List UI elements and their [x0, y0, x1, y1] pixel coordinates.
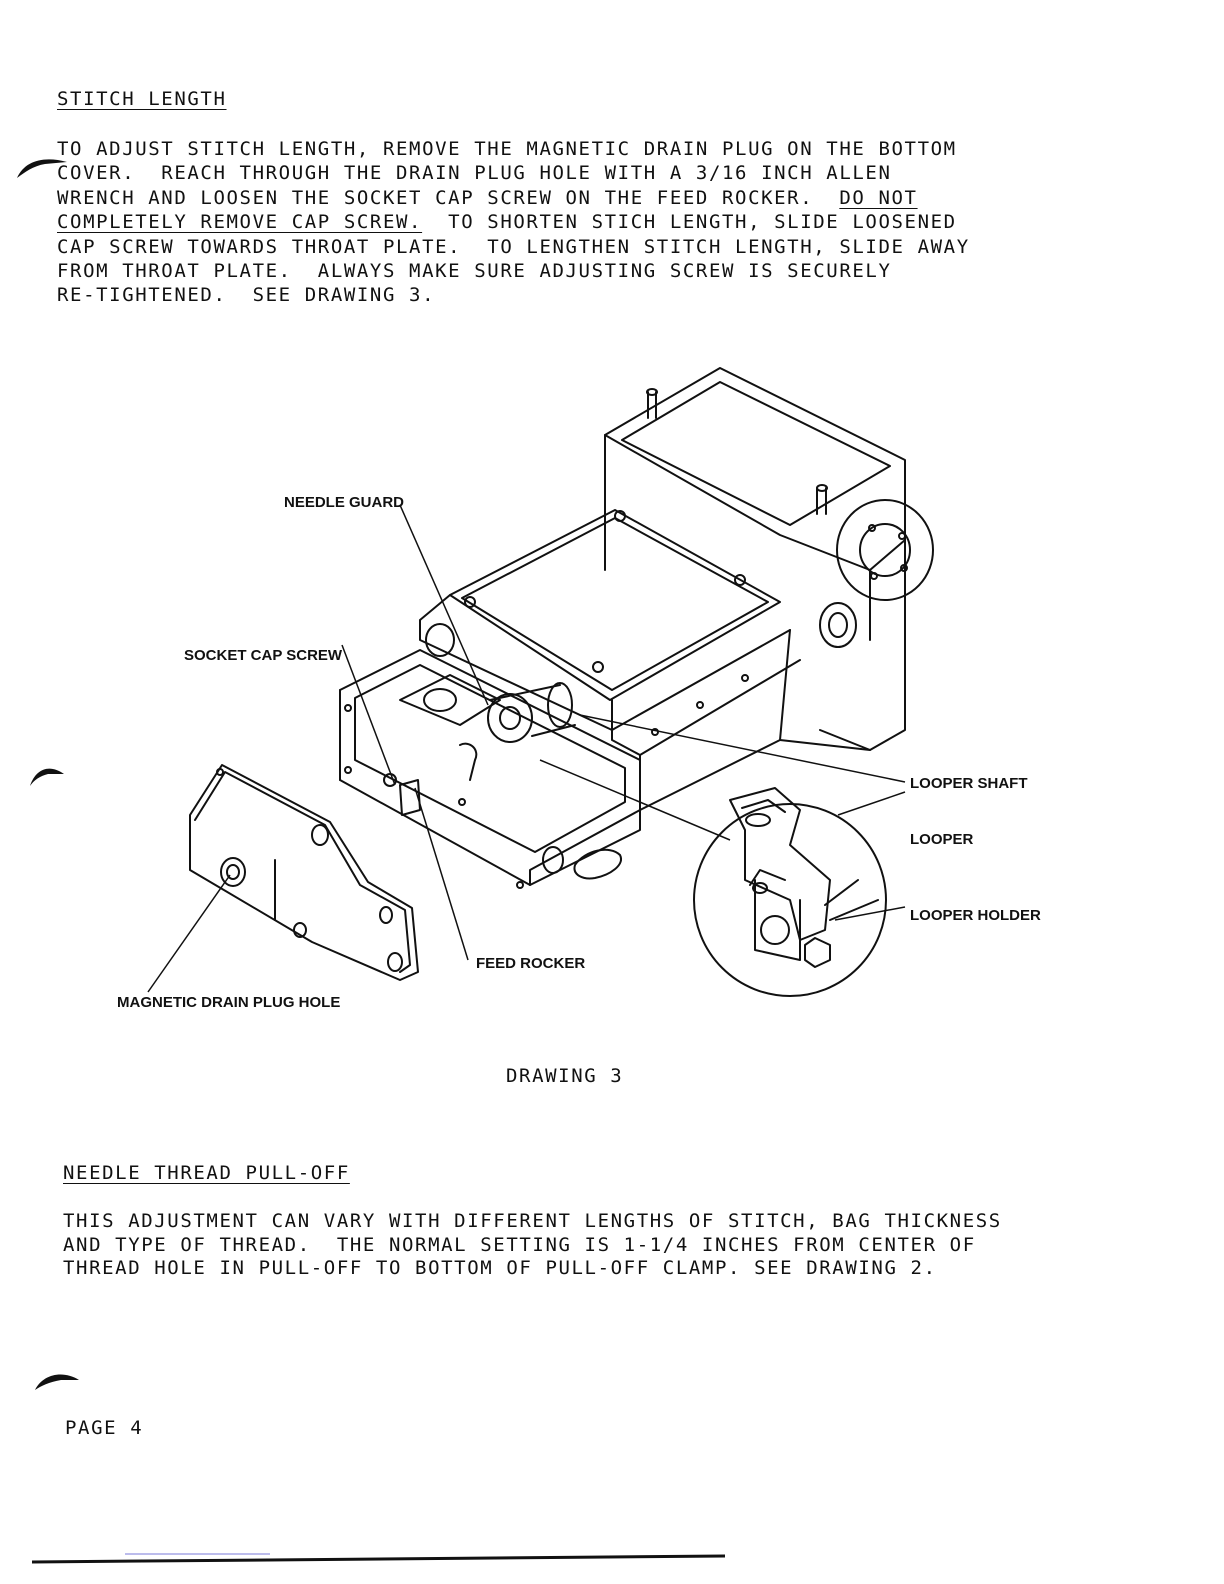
paragraph-line: CAP SCREW TOWARDS THROAT PLATE. TO LENGTHEN STITCH LENGTH, SLIDE AWAY [57, 235, 970, 258]
paragraph-line: COVER. REACH THROUGH THE DRAIN PLUG HOLE WITH A 3/16 INCH ALLEN [57, 162, 892, 185]
machine-body [190, 368, 933, 996]
drawing-caption: DRAWING 3 [506, 1065, 624, 1087]
label-magnetic-drain-plug-hole: MAGNETIC DRAIN PLUG HOLE [117, 994, 341, 1011]
label-socket-cap-screw: SOCKET CAP SCREW [184, 647, 343, 664]
scan-mark [15, 150, 75, 180]
drawing-3-illustration [0, 340, 1224, 1060]
paragraph-line: TO SHORTEN STICH LENGTH, SLIDE LOOSENED [422, 211, 957, 234]
label-looper-holder: LOOPER HOLDER [910, 907, 1041, 924]
paragraph-line: AND TYPE OF THREAD. THE NORMAL SETTING IS 1-1/4 INCHES FROM CENTER OF [63, 1233, 976, 1256]
scan-mark [28, 760, 68, 788]
label-looper-shaft: LOOPER SHAFT [910, 775, 1028, 792]
do-not-emphasis: DO NOT [839, 186, 918, 209]
section-heading-stitch-length: STITCH LENGTH [57, 88, 227, 110]
label-needle-guard: NEEDLE GUARD [284, 494, 405, 511]
stitch-length-paragraph [57, 137, 970, 308]
pull-off-paragraph [63, 1210, 1002, 1281]
scan-bottom-line [30, 1548, 730, 1568]
scan-mark [33, 1368, 83, 1394]
section-heading-needle-thread-pull-off: NEEDLE THREAD PULL-OFF [63, 1162, 350, 1184]
paragraph-line: THREAD HOLE IN PULL-OFF TO BOTTOM OF PULL-OFF CLAMP. SEE DRAWING 2. [63, 1257, 937, 1279]
paragraph-line: TO ADJUST STITCH LENGTH, REMOVE THE MAGNETIC DRAIN PLUG ON THE BOTTOM [57, 138, 957, 160]
paragraph-line: RE-TIGHTENED. SEE DRAWING 3. [57, 284, 436, 307]
leader-lines [148, 505, 905, 992]
remove-cap-screw-emphasis: COMPLETELY REMOVE CAP SCREW. [57, 211, 423, 234]
label-looper: LOOPER [910, 831, 974, 848]
label-feed-rocker: FEED ROCKER [476, 955, 586, 972]
page-number: PAGE 4 [65, 1417, 144, 1439]
paragraph-line: FROM THROAT PLATE. ALWAYS MAKE SURE ADJUSTING SCREW IS SECURELY [57, 260, 892, 283]
paragraph-line: THIS ADJUSTMENT CAN VARY WITH DIFFERENT LENGTHS OF STITCH, BAG THICKNESS [63, 1210, 1002, 1232]
paragraph-line: WRENCH AND LOOSEN THE SOCKET CAP SCREW ON THE FEED ROCKER. [57, 186, 840, 209]
